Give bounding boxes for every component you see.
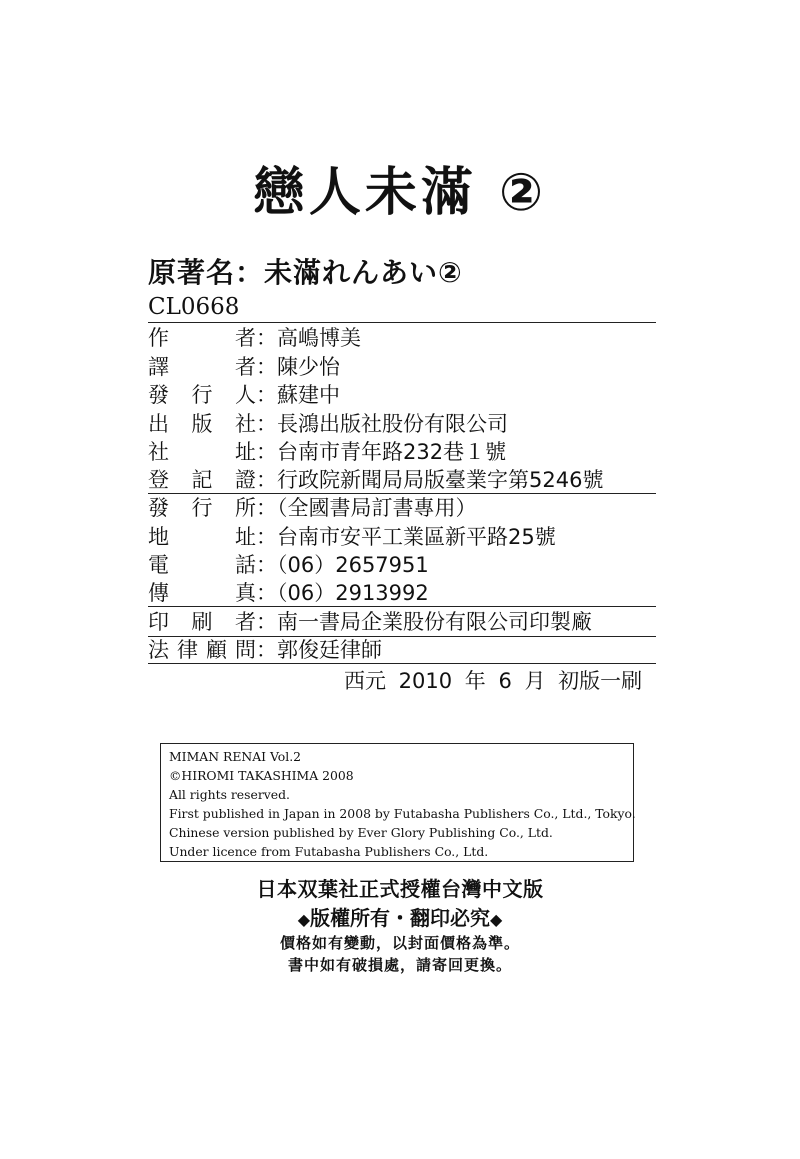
catalog-code: CL0668 (148, 294, 240, 320)
credit-label: 社址 (148, 440, 256, 464)
credit-label: 出版社 (148, 412, 256, 436)
credit-value: （06）2913992 (277, 581, 429, 605)
credit-separator: ： (256, 553, 277, 577)
book-title: 戀人未滿 ② (252, 163, 548, 223)
credit-label: 作者 (148, 326, 256, 350)
credit-separator: ： (256, 581, 277, 605)
rights-notice (0, 902, 800, 931)
credit-value: （06）2657951 (277, 553, 429, 577)
diamond-icon: ◆ (490, 910, 503, 929)
credit-value: 行政院新聞局局版臺業字第5246號 (277, 468, 604, 492)
credit-label: 電話 (148, 553, 256, 577)
copyright-line: Under licence from Futabasha Publishers Co., Ltd. (169, 844, 489, 859)
credit-separator: ： (256, 468, 277, 492)
credit-row (148, 322, 361, 354)
credit-separator: ： (256, 383, 277, 407)
credit-value: 台南市安平工業區新平路25號 (277, 525, 556, 549)
original-title: 原著名：未滿れんあい② (148, 256, 463, 289)
copyright-line: Chinese version published by Ever Glory Publishing Co., Ltd. (169, 825, 553, 840)
credit-label: 譯者 (148, 355, 256, 379)
credit-separator: ： (256, 638, 277, 662)
credit-value: 南一書局企業股份有限公司印製廠 (277, 610, 592, 634)
divider-bottom (148, 663, 656, 664)
credit-value: 長鴻出版社股份有限公司 (277, 412, 508, 436)
credit-label: 發行所 (148, 496, 256, 520)
price-notice: 價格如有變動，以封面價格為準。 (279, 934, 520, 952)
credit-separator: ： (256, 525, 277, 549)
credit-row (148, 379, 340, 411)
credit-separator: ： (256, 412, 277, 436)
copyright-box (160, 743, 634, 862)
credit-value: 蘇建中 (277, 383, 340, 407)
credit-row (148, 634, 382, 666)
credit-label: 印刷者 (148, 610, 256, 634)
credit-value: 台南市青年路232巷１號 (277, 440, 507, 464)
credit-value: 陳少怡 (277, 355, 340, 379)
copyright-line: MIMAN RENAI Vol.2 (169, 749, 302, 764)
credit-separator: ： (256, 440, 277, 464)
credit-separator: ： (256, 326, 277, 350)
credit-separator: ： (256, 496, 277, 520)
damage-notice: 書中如有破損處，請寄回更換。 (287, 956, 512, 974)
credit-label: 地址 (148, 525, 256, 549)
copyright-line: All rights reserved. (169, 787, 290, 802)
rights-text: 版權所有・翻印必究 (310, 906, 490, 930)
credit-row (148, 577, 429, 609)
credit-label: 發行人 (148, 383, 256, 407)
credit-separator: ： (256, 355, 277, 379)
credit-value: 高嶋博美 (277, 326, 361, 350)
credit-label: 登記證 (148, 468, 256, 492)
authorization-notice: 日本双葉社正式授權台灣中文版 (256, 877, 544, 901)
credit-value: 郭俊廷律師 (277, 638, 382, 662)
credit-row (148, 492, 477, 524)
copyright-line: First published in Japan in 2008 by Futabasha Publishers Co., Ltd., Tokyo. (169, 806, 636, 821)
diamond-icon: ◆ (297, 910, 310, 929)
credit-label: 法律顧問 (148, 638, 256, 662)
credit-separator: ： (256, 610, 277, 634)
credit-value: （全國書局訂書專用） (277, 496, 477, 520)
credit-label: 傳真 (148, 581, 256, 605)
publication-date: 西元 2010 年 6 月 初版一刷 (344, 669, 643, 693)
copyright-line: ©HIROMI TAKASHIMA 2008 (169, 768, 354, 783)
